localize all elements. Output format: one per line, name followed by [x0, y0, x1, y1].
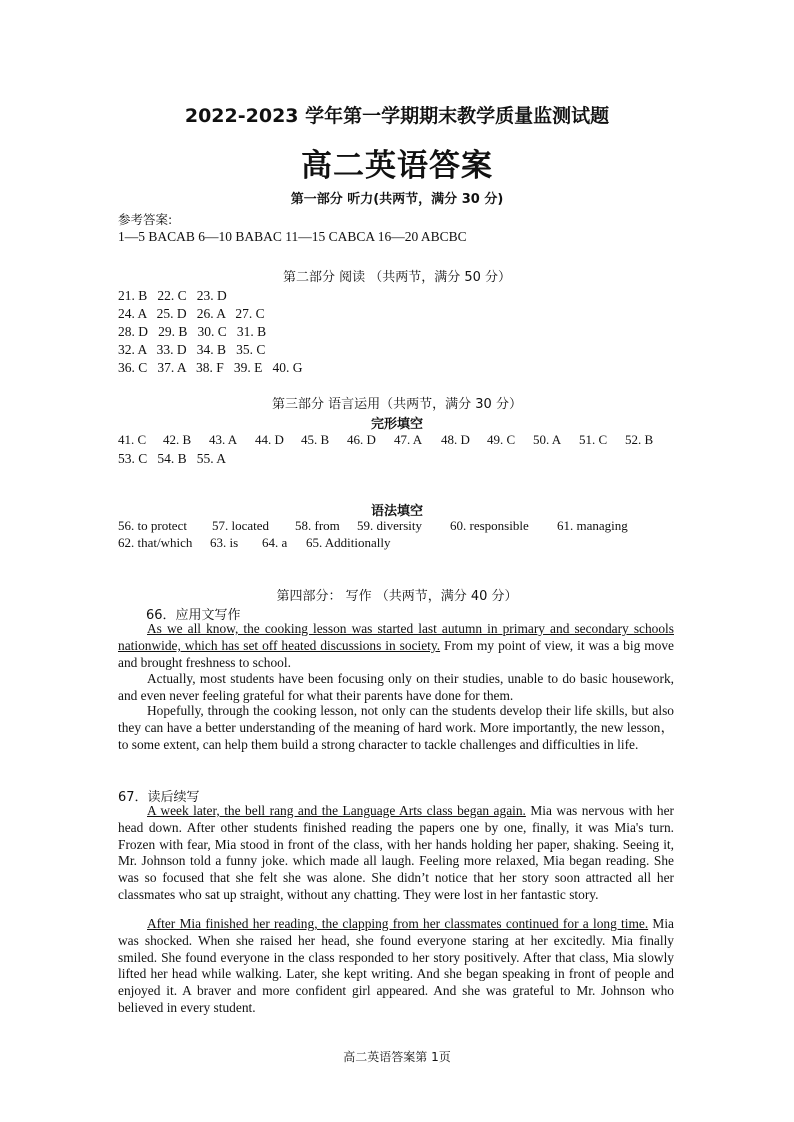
reading-answers-row: 28. D 29. B 30. C 31. B [118, 324, 267, 339]
cloze-answer: 44. D [255, 432, 284, 447]
grammar-answer: 60. responsible [450, 518, 529, 533]
cloze-answer: 50. A [533, 432, 562, 447]
reading-answers-row: 36. C 37. A 38. F 39. E 40. G [118, 360, 303, 375]
q66-paragraph [118, 621, 674, 671]
cloze-heading: 完形填空 [370, 417, 423, 432]
cloze-answer: 49. C [487, 432, 516, 447]
part4-heading: 第四部分： 写作 （共两节，满分 40 分） [276, 589, 518, 604]
grammar-answer: 62. that/which [118, 535, 193, 550]
grammar-answers-row [118, 518, 647, 534]
grammar-heading: 语法填空 [370, 504, 423, 519]
q66-heading: 66．应用文写作 [146, 608, 241, 623]
cloze-answer: 52. B [625, 432, 654, 447]
cloze-answer: 41. C [118, 432, 147, 447]
grammar-answer: 61. managing [557, 518, 628, 533]
q66-sentence: From my point of view, it was a big move and brought freshness to school. [118, 637, 674, 670]
q67-underlined-sentence: A week later, the bell rang and the Language Arts class began again. [147, 803, 526, 818]
q67-sentence: Mia was shocked. When she raised her head, she found everyone staring at her excitedly. Mia finally smiled. She found everyone in the class responded to her story positively. After that class, Mia slowly lifted her head while walking. Later, she kept writing. And she began speaking in front of people and enjoyed it. A braver and more confident girl appeared. And she was grateful to Mr. Johnson who believed in every student. [118, 916, 674, 1015]
q67-paragraph [118, 803, 674, 904]
part3-heading: 第三部分 语言运用（共两节，满分 30 分） [272, 397, 522, 412]
grammar-answer: 63. is [210, 535, 239, 550]
reading-answers-row: 32. A 33. D 34. B 35. C [118, 342, 266, 357]
q66-underlined-sentence: As we all know, the cooking lesson was started last autumn in primary and secondary schools nationwide, which has set off heated discussions in society. [118, 621, 674, 653]
page-footer: 高二英语答案第 1页 [343, 1050, 451, 1064]
reading-answers-row: 24. A 25. D 26. A 27. C [118, 306, 265, 321]
cloze-answer: 48. D [441, 432, 470, 447]
q67-underlined-sentence: After Mia finished her reading, the clapping from her classmates continued for a long time. [147, 916, 649, 931]
grammar-answer: 64. a [262, 535, 288, 550]
grammar-answer: 56. to protect [118, 518, 187, 533]
cloze-answer: 42. B [163, 432, 192, 447]
grammar-answer: 65. Additionally [306, 535, 391, 550]
grammar-answers-row [118, 535, 416, 551]
answer-key-title: 高二英语答案 [301, 148, 493, 184]
q67-heading: 67．读后续写 [118, 790, 200, 805]
reference-answers-label: 参考答案: [118, 212, 173, 227]
cloze-answer: 43. A [209, 432, 238, 447]
q67-paragraph [118, 916, 674, 1017]
part2-heading: 第二部分 阅读 （共两节，满分 50 分） [282, 270, 512, 285]
cloze-answer: 51. C [579, 432, 608, 447]
q66-paragraph: Actually, most students have been focusing only on their studies, unable to do basic housework, and even never feeling grateful for what their parents have done for them. [118, 671, 674, 703]
cloze-answer: 47. A [394, 432, 423, 447]
cloze-answer: 46. D [347, 432, 376, 447]
q66-paragraph: Hopefully, through the cooking lesson, not only can the students develop their life skills, but also they can have a better understanding of the meaning of hard work. More importantly, the new lesson，to some extent, can help them build a strong character to tackle challenges and difficulties in life. [118, 703, 674, 752]
cloze-answer: 45. B [301, 432, 330, 447]
listening-answers: 1—5 BACAB 6—10 BABAC 11—15 CABCA 16—20 ABCBC [118, 229, 467, 244]
grammar-answer: 58. from [295, 518, 340, 533]
part1-heading: 第一部分 听力(共两节，满分 30 分) [290, 192, 504, 207]
q67-sentence: Mia was nervous with her head down. After other students finished reading the papers one by one, finally, it was Mia's turn. Frozen with fear, Mia stood in front of the class, with her hands holding her paper, shaking. Seeing it, Mr. Johnson told a funny joke. which made all laugh. Feeling more relaxed, Mia began reading. She was so focused that she felt she was alone. She didn’t notice that her story soon attracted all her classmates who sat up straight, without any chatting. They were lost in her fantastic story. [118, 803, 674, 902]
cloze-answers-row: 53. C 54. B 55. A [118, 451, 227, 466]
grammar-answer: 57. located [212, 518, 270, 533]
exam-title: 2022-2023 学年第一学期期末教学质量监测试题 [184, 105, 610, 127]
grammar-answer: 59. diversity [357, 518, 422, 533]
reading-answers-row: 21. B 22. C 23. D [118, 288, 227, 303]
cloze-answers-row [118, 432, 665, 448]
